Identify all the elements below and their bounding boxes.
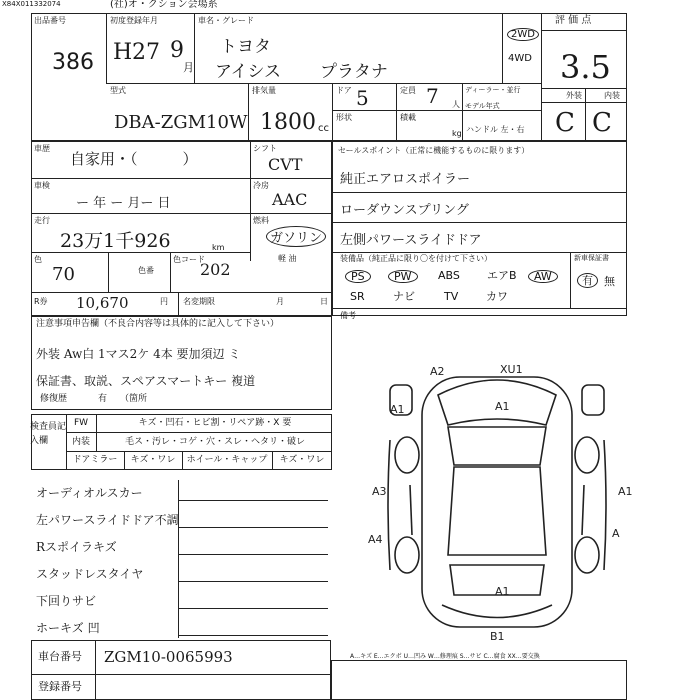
car-grade: プラタナ	[320, 62, 388, 82]
chassis-no: ZGM10-0065993	[104, 648, 233, 666]
exterior-grade: C	[555, 108, 575, 138]
equipment-3: エアB	[487, 269, 517, 282]
mileage-label: 走行	[34, 216, 50, 225]
recycle-amount: 10,670	[76, 294, 129, 312]
handle-label: ハンドル 左・右	[466, 125, 525, 134]
note-rule	[178, 608, 328, 609]
equipment-2: ABS	[438, 269, 460, 282]
lot-number: 386	[52, 50, 94, 75]
warranty-no: 無	[604, 275, 615, 288]
note-line-2: 保証書、取説、スペアスマートキー 複道	[36, 374, 256, 388]
era: H	[113, 40, 133, 65]
car-name-label: 車名・グレード	[198, 16, 254, 25]
recycle-label: R券	[34, 297, 48, 306]
grid-wheel-items: キズ・ワレ	[279, 455, 325, 465]
equipment-4: AW	[528, 270, 558, 283]
header-scrawl: (社)オ・クション会場系	[110, 0, 218, 10]
reg-year: 27	[132, 40, 160, 65]
exterior-label: 外装	[566, 91, 582, 100]
mark-a2: A2	[430, 365, 445, 378]
legend: A…キズ E…エクボ U…凹み W…修理痕 S…サビ C…腐食 XX…要交換	[350, 653, 540, 660]
inspection: ー 年 ー 月ー 日	[76, 196, 171, 211]
model-code-label: 型式	[110, 86, 126, 95]
grid-wheel: ホイール・キャップ	[186, 455, 268, 465]
note-rule	[178, 527, 328, 528]
lot-no-label: 出品番号	[34, 16, 66, 25]
model-code: DBA-ZGM10W	[114, 112, 248, 133]
note-rule	[178, 581, 328, 582]
mark-xu1: XU1	[500, 363, 523, 376]
extra-note-1: 左パワースライドドア不調	[36, 513, 179, 527]
extra-note-2: Rスポイラキズ	[36, 540, 117, 554]
equipment2-1: ナビ	[393, 290, 415, 303]
day-label: 日	[320, 297, 328, 306]
usage: 自家用・（ ）	[70, 150, 198, 168]
other-label: 備考	[340, 311, 356, 320]
reg-no-label: 登録番号	[38, 680, 82, 693]
repair-have: 有	[98, 394, 108, 404]
two-wd-option: 2WD	[507, 28, 539, 41]
equipment2-3: カワ	[486, 290, 508, 303]
header-small-code: X84X011332074	[2, 0, 61, 8]
color-code-label: 色コード	[173, 255, 205, 264]
grid-mirror: ドアミラー	[72, 455, 118, 465]
equipment-0: PS	[345, 270, 371, 283]
four-wd-option: 4WD	[508, 53, 532, 64]
ac-label: 冷房	[253, 181, 269, 190]
yen-unit: 円	[160, 297, 168, 306]
dealer-label: ディーラー・並行	[465, 86, 521, 94]
mark-b1: B1	[490, 630, 505, 643]
shape-label: 形状	[336, 113, 352, 122]
note-rule	[178, 500, 328, 501]
capacity: 7	[426, 84, 439, 108]
equipment2-0: SR	[350, 290, 365, 303]
car-make: トヨタ	[220, 37, 271, 57]
displacement-label: 排気量	[252, 86, 276, 95]
month-label: 月	[276, 297, 284, 306]
fuel-label: 燃料	[253, 216, 269, 225]
extra-note-4: 下回りサビ	[36, 594, 97, 608]
equipment-label: 装備品（純正品に限り〇を付けて下さい）	[340, 254, 492, 263]
new-car-warranty-label: 新車保証書	[574, 254, 609, 262]
mileage: 23万1千926	[60, 230, 171, 252]
note-rule	[178, 554, 328, 555]
shift-label: シフト	[253, 144, 277, 153]
mark-a1-right: A1	[618, 485, 633, 498]
loading-label: 積載	[400, 113, 416, 122]
notes-block	[31, 316, 332, 410]
grid-fw-items: キズ・凹石・ヒビ割・リペア跡・X 要	[138, 418, 292, 428]
inspector-notes-label: 検査員記入欄	[30, 422, 67, 446]
notes-header: 注意事項申告欄（不良合内容等は具体的に記入して下さい）	[36, 319, 280, 329]
mark-a1-left: A1	[390, 403, 405, 416]
km-unit: km	[212, 243, 225, 252]
color-label: 色	[34, 255, 42, 264]
extra-note-0: オーディオルスカー	[36, 486, 143, 500]
change-deadline-label: 名変期限	[183, 297, 215, 306]
reg-month: 9	[170, 38, 184, 63]
note-rule	[178, 635, 328, 636]
capacity-label: 定員	[400, 86, 416, 95]
bottom-right-block	[331, 660, 627, 700]
equipment-1: PW	[388, 270, 418, 283]
grid-fw: FW	[73, 418, 89, 428]
doors: 5	[356, 86, 369, 110]
loading-unit: kg	[452, 129, 462, 138]
score-value: 3.5	[560, 48, 611, 86]
grid-interior: 内装	[71, 437, 90, 447]
car-damage-diagram	[350, 355, 640, 650]
mark-a-right: A	[612, 527, 620, 540]
sales-points-label: セールスポイント（正常に機能するものに限ります）	[338, 146, 530, 155]
mark-a1-hood: A1	[495, 400, 510, 413]
reg-month-suffix: 月	[183, 61, 194, 74]
usage-label: 車歴	[34, 144, 50, 153]
sales-point-1: 純正エアロスポイラー	[340, 172, 471, 187]
mark-a1-rear: A1	[495, 585, 510, 598]
first-reg-label: 初度登録年月	[110, 16, 158, 25]
mark-a4: A4	[368, 533, 383, 546]
interior-grade: C	[592, 108, 612, 138]
mark-a3: A3	[372, 485, 387, 498]
fuel: ガソリン	[266, 226, 326, 247]
capacity-unit: 人	[452, 100, 460, 109]
cc-unit: cc	[318, 123, 329, 134]
car-model: アイシス	[215, 62, 281, 82]
ac: AAC	[272, 190, 308, 209]
sales-point-3: 左側パワースライドドア	[340, 233, 482, 248]
equipment2-2: TV	[444, 290, 459, 303]
inspection-label: 車検	[34, 181, 50, 190]
grid-interior-items: 毛ス・汚レ・コゲ・穴・スレ・ヘタリ・破レ	[124, 437, 305, 447]
color-code: 202	[200, 260, 231, 279]
displacement: 1800	[260, 110, 316, 135]
extra-note-5: ホーキズ 凹	[36, 621, 100, 635]
sales-point-2: ローダウンスプリング	[340, 203, 469, 218]
interior-label: 内装	[604, 91, 620, 100]
doors-label: ドア	[336, 86, 352, 95]
note-line-1: 外装 Aw白 1マス2ケ 4本 要加須辺 ミ	[36, 347, 241, 361]
extra-note-3: スタッドレスタイヤ	[36, 567, 144, 581]
warranty-yes: 有	[577, 273, 598, 288]
fuel-hint: 軽 油	[278, 254, 297, 263]
grid-mirror-items: キズ・ワレ	[130, 455, 176, 465]
shift: CVT	[268, 155, 303, 174]
repair-place: （箇所	[120, 394, 148, 404]
repair-history-label: 修復歴	[40, 394, 68, 404]
chassis-no-label: 車台番号	[38, 650, 82, 663]
color: 70	[52, 264, 75, 285]
color-no-label: 色番	[138, 266, 154, 275]
score-label: 評 価 点	[555, 15, 592, 26]
model-year-label: モデル年式	[465, 102, 500, 110]
